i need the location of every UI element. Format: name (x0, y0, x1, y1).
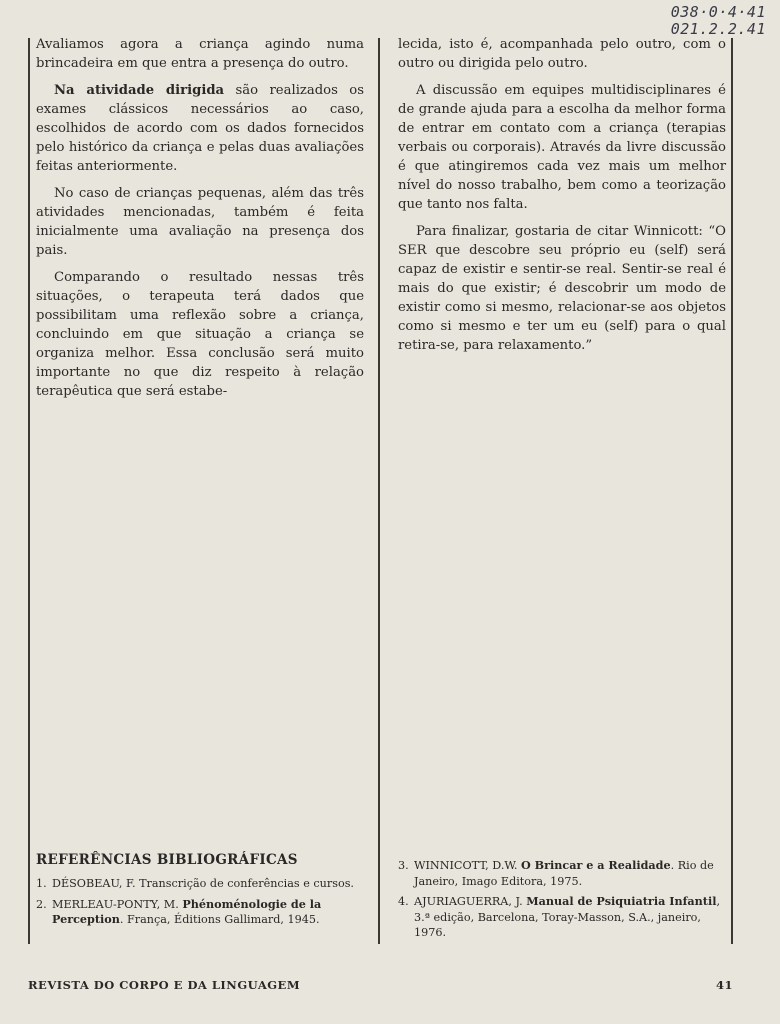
reference-4-title: Manual de Psiquiatria Infantil (526, 894, 717, 908)
handwritten-archive-note (671, 4, 766, 38)
left-text-column (36, 35, 364, 401)
reference-4 (398, 894, 726, 941)
reference-2 (36, 897, 364, 928)
right-paragraph-1: lecida, isto é, acompanhada pelo outro, com o outro ou dirigida pelo outro. (398, 37, 726, 71)
reference-4-number: 4. (398, 895, 409, 908)
reference-3 (398, 858, 726, 889)
reference-2-title: Phénoménologie de la Perception (52, 896, 322, 926)
reference-4-text (414, 894, 726, 941)
reference-2-rest: . França, Éditions Gallimard, 1945. (119, 913, 320, 926)
reference-3-title: O Brincar e a Realidade (521, 858, 671, 872)
reference-4-rest: , 3.ª edição, Barcelona, Toray-Masson, S.A., janeiro, 1976. (414, 895, 721, 939)
reference-3-author: WINNICOTT, D.W. (414, 859, 522, 872)
reference-3-number: 3. (398, 859, 409, 872)
reference-3-text (414, 858, 726, 889)
page-footer (28, 978, 733, 992)
reference-1-number: 1. (36, 877, 47, 890)
right-paragraph-2: A discussão em equipes multidisciplinares é de grande ajuda para a escolha da melhor forma de entrar em contato com a criança (terapias verbais ou corporais). Através da livre discussão é que atingiremos cada vez mais um melhor nível do nosso trabalho, bem como a teorização que tanto nos falta. (398, 83, 726, 212)
left-paragraph-1: Avaliamos agora a criança agindo numa brincadeira em que entra a presença do outro. (36, 37, 364, 71)
left-paragraph-2-rest: são realizados os exames clássicos necessários ao caso, escolhidos de acordo com os dados fornecidos pelo histórico da criança e pelas duas avaliações feitas anteriormente. (36, 83, 364, 174)
reference-2-text (52, 897, 364, 928)
center-column-rule (378, 38, 380, 944)
reference-2-number: 2. (36, 897, 47, 911)
right-paragraph-3: Para finalizar, gostaria de citar Winnicott: “O SER que descobre seu próprio eu (self) será capaz de existir e sentir-se real. Sentir-se real é mais do que existir; é descobrir um modo de existir como si mesmo, relacionar-se aos objetos como si mesmo e ter um eu (self) para o qual retira-se, para relaxamento.” (398, 224, 726, 353)
references-right (398, 858, 726, 946)
left-paragraph-4: Comparando o resultado nessas três situações, o terapeuta terá dados que possibilitam uma reflexão sobre a criança, concluindo em que situação a criança se organiza melhor. Essa conclusão será muito importante no que diz respeito à relação terapêutica que será estabe- (36, 270, 364, 399)
reference-3-rest: . Rio de Janeiro, Imago Editora, 1975. (414, 859, 714, 888)
page-number: 41 (715, 978, 733, 992)
references-left (36, 876, 364, 933)
reference-4-author: AJURIAGUERRA, J. (414, 895, 527, 908)
right-text-column (398, 35, 726, 355)
left-column-rule (28, 38, 30, 944)
left-paragraph-2-bold: Na atividade dirigida (54, 83, 225, 98)
left-paragraph-3: No caso de crianças pequenas, além das três atividades mencionadas, também é feita inicialmente uma avaliação na presença dos pais. (36, 186, 364, 258)
references-title: REFERÊNCIAS BIBLIOGRÁFICAS (36, 852, 298, 868)
reference-1-text: DÉSOBEAU, F. Transcrição de conferências e cursos. (52, 877, 354, 890)
reference-1 (36, 876, 364, 892)
left-paragraph-2 (36, 81, 364, 176)
journal-name: REVISTA DO CORPO E DA LINGUAGEM (28, 978, 301, 992)
right-column-rule (731, 38, 733, 944)
reference-2-author: MERLEAU-PONTY, M. (52, 897, 183, 911)
handwritten-line-1: 038·0·4·41 (670, 3, 766, 21)
handwritten-line-2: 021.2.2.41 (670, 20, 766, 38)
